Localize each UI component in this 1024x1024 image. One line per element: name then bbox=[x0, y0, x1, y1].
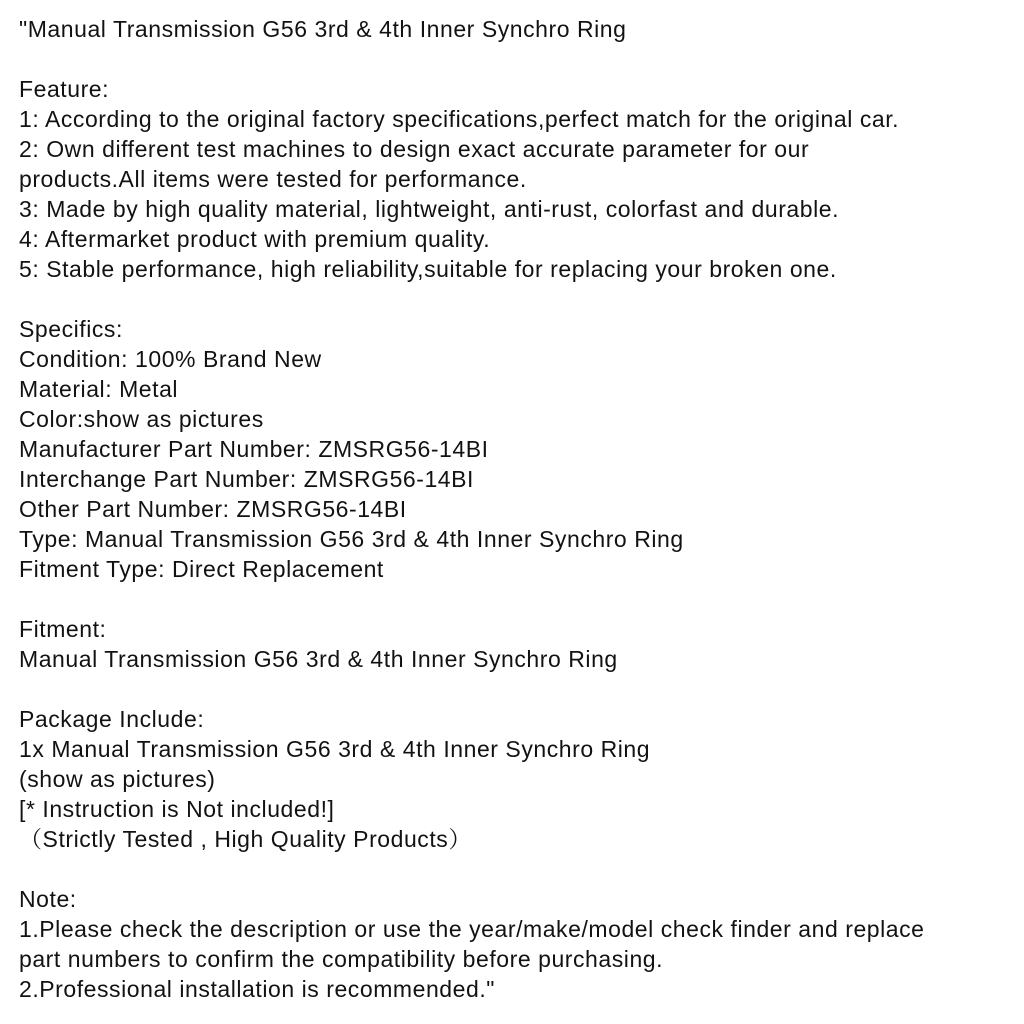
text-line: Condition: 100% Brand New bbox=[19, 346, 322, 372]
section-note bbox=[19, 884, 1019, 1004]
text-line: 2: Own different test machines to design exact accurate parameter for our bbox=[19, 136, 810, 162]
text-line: 5: Stable performance, high reliability,suitable for replacing your broken one. bbox=[19, 256, 837, 282]
product-title-line: "Manual Transmission G56 3rd & 4th Inner Synchro Ring bbox=[19, 16, 627, 42]
text-line: Color:show as pictures bbox=[19, 406, 264, 432]
text-line: part numbers to confirm the compatibility before purchasing. bbox=[19, 946, 664, 972]
text-line: 4: Aftermarket product with premium quality. bbox=[19, 226, 491, 252]
section-package-include bbox=[19, 704, 1019, 854]
section-heading: Feature: bbox=[19, 76, 110, 102]
text-line: Other Part Number: ZMSRG56-14BI bbox=[19, 496, 407, 522]
text-line: 1: According to the original factory specifications,perfect match for the original car. bbox=[19, 106, 900, 132]
section-fitment bbox=[19, 614, 1019, 674]
text-line: Manufacturer Part Number: ZMSRG56-14BI bbox=[19, 436, 489, 462]
text-line: 3: Made by high quality material, lightweight, anti-rust, colorfast and durable. bbox=[19, 196, 840, 222]
text-line: Interchange Part Number: ZMSRG56-14BI bbox=[19, 466, 474, 492]
section-specifics bbox=[19, 314, 1019, 584]
text-line: 1x Manual Transmission G56 3rd & 4th Inner Synchro Ring bbox=[19, 736, 651, 762]
text-line: [* Instruction is Not included!] bbox=[19, 796, 335, 822]
text-line: （Strictly Tested , High Quality Products） bbox=[19, 826, 472, 852]
description-sections bbox=[19, 74, 1019, 1004]
text-line: 2.Professional installation is recommended." bbox=[19, 976, 495, 1002]
section-heading: Package Include: bbox=[19, 706, 205, 732]
section-feature bbox=[19, 74, 1019, 284]
text-line: (show as pictures) bbox=[19, 766, 216, 792]
section-heading: Specifics: bbox=[19, 316, 123, 342]
text-line: Manual Transmission G56 3rd & 4th Inner Synchro Ring bbox=[19, 646, 618, 672]
description-text bbox=[19, 14, 1019, 1004]
text-line: 1.Please check the description or use the year/make/model check finder and replace bbox=[19, 916, 925, 942]
section-heading: Fitment: bbox=[19, 616, 107, 642]
text-line: Type: Manual Transmission G56 3rd & 4th Inner Synchro Ring bbox=[19, 526, 684, 552]
text-line: Fitment Type: Direct Replacement bbox=[19, 556, 384, 582]
text-line: Material: Metal bbox=[19, 376, 179, 402]
text-line: products.All items were tested for performance. bbox=[19, 166, 527, 192]
section-heading: Note: bbox=[19, 886, 77, 912]
